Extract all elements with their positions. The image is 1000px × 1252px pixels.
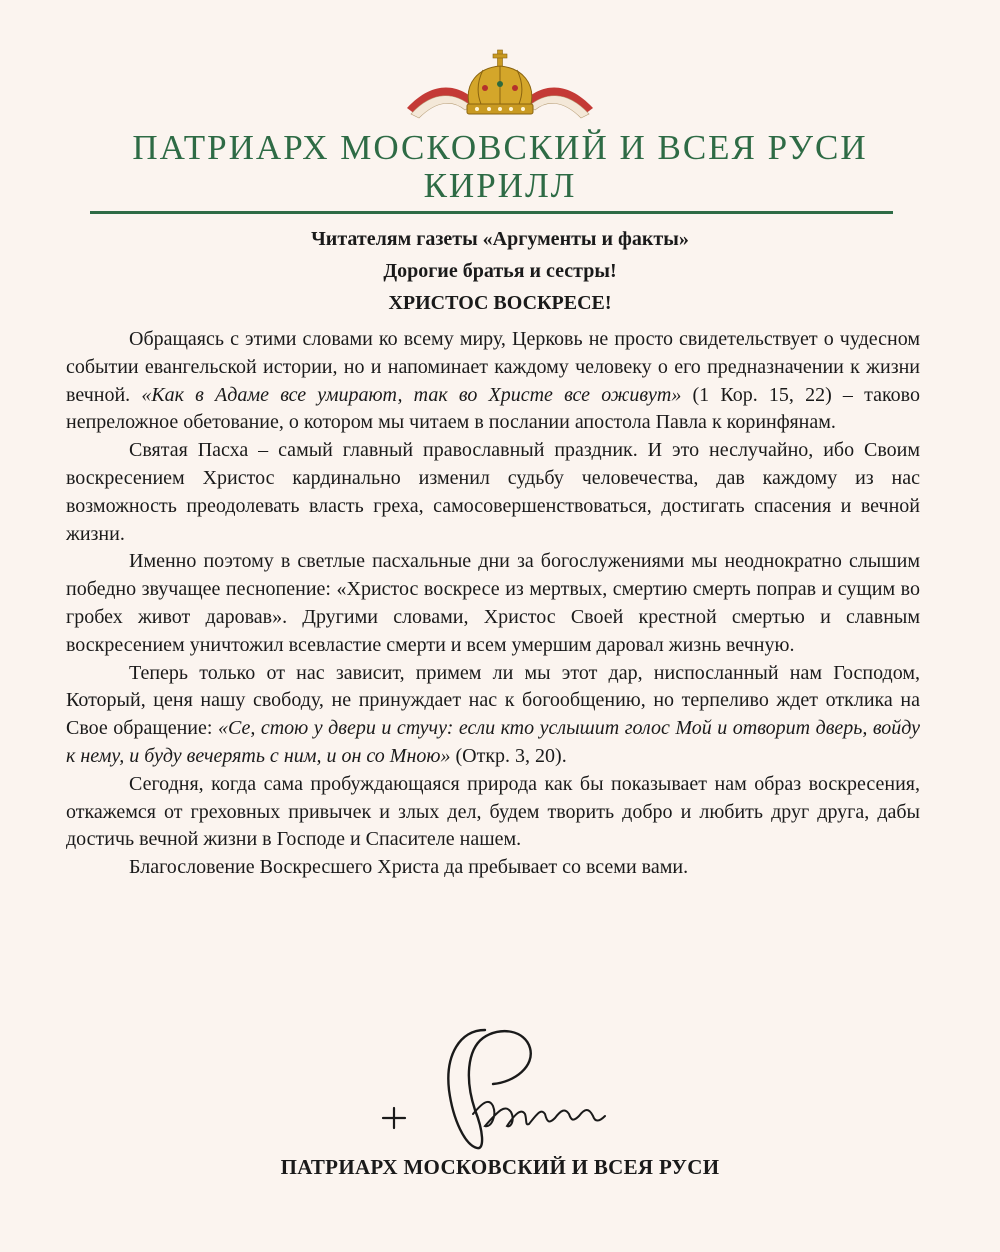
- scripture-quote-1: «Как в Адаме все умирают, так во Христе все оживут»: [141, 383, 682, 406]
- paragraph-6: Благословение Воскресшего Христа да пребывает со всеми вами.: [129, 856, 689, 879]
- greeting: Дорогие братья и сестры!: [383, 260, 617, 282]
- paragraph-2: Святая Пасха – самый главный православный праздник. И это неслучайно, ибо Своим воскресением Христос кардинально изменил судьбу человечества, дав каждому из нас возможность преодолевать власть греха, самосовершенствоваться, достигать спасения и вечной жизни.: [66, 439, 920, 545]
- paragraph-1-text: Обращаясь с этими словами ко всему миру, Церковь не просто свидетельствует о чудесном событии евангельской истории, но и напоминает каждому человеку о его предназначении к жизни вечной.: [66, 328, 920, 406]
- paragraph-4: [66, 660, 920, 771]
- scripture-quote-2: «Се, стою у двери и стучу: если кто услышит голос Мой и отворит дверь, войду к нему, и буду вечерять с ним, и он со Мною»: [66, 717, 921, 767]
- paragraph-1: [66, 326, 920, 437]
- crown-emblem-icon: [405, 48, 595, 124]
- handwritten-signature: [365, 1010, 615, 1160]
- header-title: ПАТРИАРХ МОСКОВСКИЙ И ВСЕЯ РУСИ: [132, 128, 868, 167]
- paragraph-5: Сегодня, когда сама пробуждающаяся природа как бы показывает нам образ воскресения, откажемся от греховных привычек и злых дел, будем творить добро и любить друг друга, дабы достичь вечной жизни в Господе и Спасителе нашем.: [66, 772, 920, 851]
- paragraph-3: Именно поэтому в светлые пасхальные дни за богослужениями мы неоднократно слышим победно звучащее песнопение: «Христос воскресе из мертвых, смертию смерть поправ и сущим во гробех живот даровав». Другими словами, Христос Своей крестной смертью и славным воскресением уничтожил всевластие смерти и всем умершим даровал жизнь вечную.: [66, 550, 920, 656]
- paragraph-1-text-end: (1 Кор. 15, 22) – таково непреложное обетование, о котором мы читаем в послании апостола Павла к коринфянам.: [66, 383, 920, 434]
- header-divider: [90, 211, 893, 214]
- addressee: Читателям газеты «Аргументы и факты»: [311, 228, 689, 250]
- easter-exclamation: ХРИСТОС ВОСКРЕСЕ!: [388, 292, 612, 314]
- paragraph-4-text-end: (Откр. 3, 20).: [450, 744, 567, 767]
- letter-body: [66, 326, 920, 882]
- header-name: КИРИЛЛ: [423, 166, 577, 205]
- signature-title: ПАТРИАРХ МОСКОВСКИЙ И ВСЕЯ РУСИ: [280, 1155, 720, 1179]
- paragraph-4-text: Теперь только от нас зависит, примем ли мы этот дар, ниспосланный нам Господом, Который, ценя нашу свободу, не принуждает нас к богообщению, но терпеливо ждет отклика на Свое обращение:: [66, 661, 920, 740]
